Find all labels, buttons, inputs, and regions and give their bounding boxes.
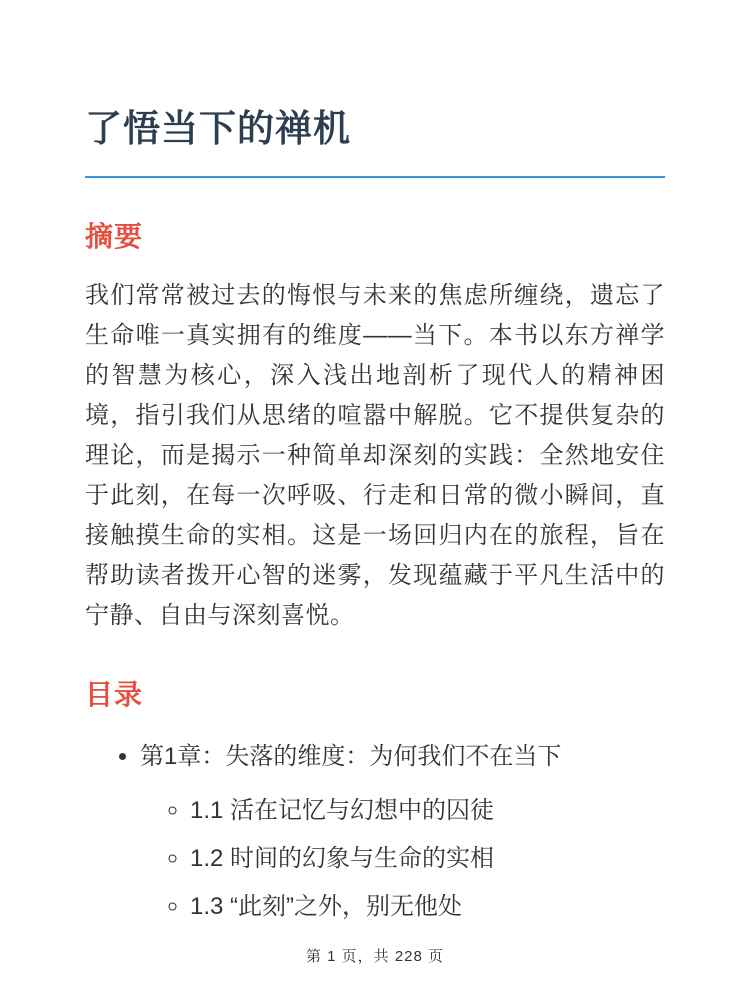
toc-sublist xyxy=(140,791,665,927)
toc-subitem: ◦ 1.3 “此刻”之外，别无他处 xyxy=(190,887,665,927)
toc-chapter-label: 第1章：失落的维度：为何我们不在当下 xyxy=(140,743,562,771)
toc-chapter-item xyxy=(140,737,665,927)
document-content xyxy=(85,0,665,935)
toc-list xyxy=(85,737,665,927)
page-title: 了悟当下的禅机 xyxy=(85,0,665,178)
toc-subitem: ◦ 1.2 时间的幻象与生命的实相 xyxy=(190,839,665,879)
abstract-paragraph: 我们常常被过去的悔恨与未来的焦虑所缠绕，遗忘了生命唯一真实拥有的维度——当下。本书以东方禅学的智慧为核心，深入浅出地剖析了现代人的精神困境，指引我们从思绪的喧嚣中解脱。它不提供复杂的理论，而是揭示一种简单却深刻的实践：全然地安住于此刻，在每一次呼吸、行走和日常的微小瞬间，直接触摸生命的实相。这是一场回归内在的旅程，旨在帮助读者拨开心智的迷雾，发现蕴藏于平凡生活中的宁静、自由与深刻喜悦。 xyxy=(85,281,665,629)
page-number-footer: 第 1 页，共 228 页 xyxy=(305,948,445,965)
abstract-heading: 摘要 xyxy=(85,221,144,253)
toc-subitem: ◦ 1.1 活在记忆与幻想中的囚徒 xyxy=(190,791,665,831)
toc-heading: 目录 xyxy=(85,678,144,710)
